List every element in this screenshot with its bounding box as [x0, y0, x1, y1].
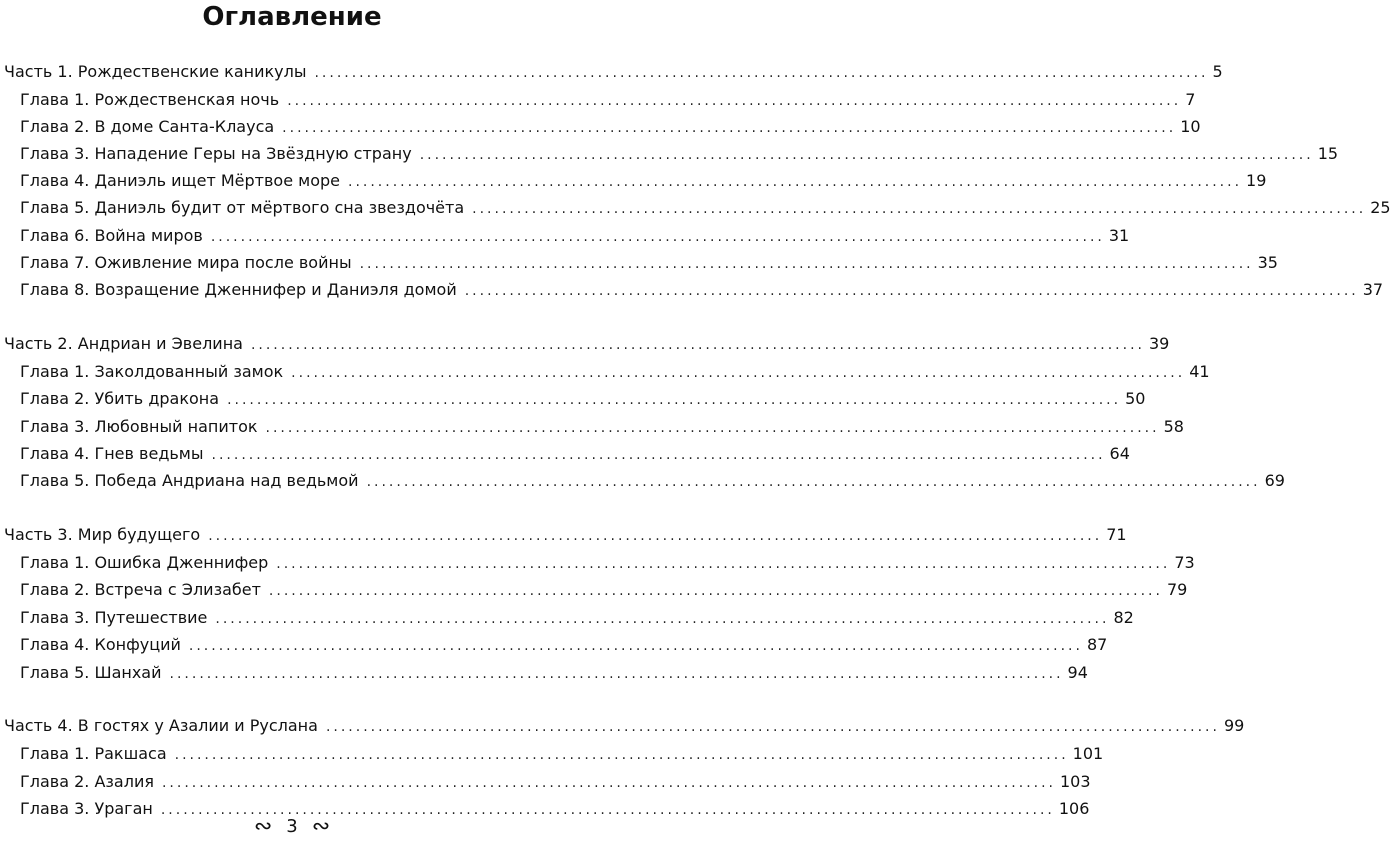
toc-entry-page: 31 — [1108, 226, 1130, 245]
toc-entry-page: 94 — [1067, 663, 1088, 682]
toc-entry-page: 25 — [1370, 198, 1391, 217]
toc-entry-page: 37 — [1362, 280, 1384, 299]
toc-entry-page: 103 — [1060, 772, 1091, 791]
dot-leader: ........................................................................................................................ — [265, 420, 1160, 436]
toc-entry-page: 82 — [1113, 608, 1134, 627]
toc-entry-label: Глава 4. Гнев ведьмы — [20, 444, 204, 463]
toc-entry-label: Глава 3. Любовный напиток — [20, 417, 258, 436]
toc-part-row — [4, 521, 1127, 549]
dot-leader: ........................................................................................................................ — [314, 65, 1209, 81]
dot-leader: ........................................................................................................................ — [161, 775, 1056, 791]
page-footer — [0, 806, 584, 846]
dot-leader: ........................................................................................................................ — [227, 392, 1122, 408]
toc-chapter-row — [20, 413, 1184, 441]
dot-leader: ........................................................................................................................ — [419, 147, 1314, 163]
toc-part-row — [4, 330, 1170, 358]
toc-chapter-row — [20, 659, 1088, 687]
toc-part-row — [4, 712, 1245, 740]
toc-entry-page: 41 — [1189, 362, 1210, 381]
toc-chapter-row — [20, 467, 1285, 495]
toc-entry-label: Часть 2. Андриан и Эвелина — [4, 334, 243, 353]
dot-leader: ........................................................................................................................ — [211, 447, 1106, 463]
toc-chapter-row — [20, 740, 1104, 768]
dot-leader: ........................................................................................................................ — [287, 93, 1182, 109]
toc-entry-page: 7 — [1185, 90, 1196, 109]
toc-chapter-row — [20, 222, 1130, 250]
toc-entry-page: 50 — [1125, 389, 1146, 408]
toc-entry-label: Глава 5. Шанхай — [20, 663, 162, 682]
toc-entry-label: Глава 5. Победа Андриана над ведьмой — [20, 471, 359, 490]
toc-entry-page: 79 — [1166, 580, 1188, 599]
dot-leader: ........................................................................................................................ — [208, 528, 1103, 544]
toc-chapter-row — [20, 549, 1195, 577]
toc-chapter-row — [20, 113, 1201, 141]
dot-leader: ........................................................................................................................ — [250, 337, 1145, 353]
dot-leader: ........................................................................................................................ — [215, 611, 1110, 627]
toc-entry-label: Глава 5. Даниэль будит от мёртвого сна звездочёта — [20, 198, 465, 217]
toc-entry-label: Глава 2. Убить дракона — [20, 389, 220, 408]
toc-entry-label: Глава 2. В доме Санта-Клауса — [20, 117, 275, 136]
toc-entry-page: 106 — [1058, 799, 1090, 818]
toc-entry-page: 58 — [1163, 417, 1184, 436]
toc-entry-page: 87 — [1086, 635, 1108, 654]
toc-entry-page: 35 — [1257, 253, 1278, 272]
toc-entry-label: Часть 1. Рождественские каникулы — [4, 62, 307, 81]
toc-chapter-row — [20, 194, 1391, 222]
page-number: 3 — [286, 815, 298, 837]
toc-entry-label: Глава 1. Ракшаса — [20, 744, 167, 763]
toc-entry-label: Глава 1. Рождественская ночь — [20, 90, 280, 109]
dot-leader: ........................................................................................................................ — [464, 283, 1359, 299]
toc-chapter-row — [20, 167, 1267, 195]
dot-leader: ........................................................................................................................ — [366, 474, 1261, 490]
dot-leader: ........................................................................................................................ — [188, 638, 1083, 654]
toc-entry-label: Глава 1. Заколдованный замок — [20, 362, 284, 381]
toc-entry-label: Глава 2. Азалия — [20, 772, 154, 791]
dot-leader: ........................................................................................................................ — [348, 174, 1243, 190]
toc-entry-page: 73 — [1174, 553, 1195, 572]
toc-chapter-row — [20, 631, 1108, 659]
toc-entry-label: Глава 4. Конфуций — [20, 635, 181, 654]
toc-chapter-row — [20, 385, 1146, 413]
toc-entry-label: Глава 4. Даниэль ищет Мёртвое море — [20, 171, 340, 190]
dot-leader: ........................................................................................................................ — [276, 556, 1171, 572]
dot-leader: ........................................................................................................................ — [160, 802, 1055, 818]
toc-entry-label: Глава 8. Возращение Дженнифер и Даниэля домой — [20, 280, 457, 299]
toc-entry-page: 64 — [1109, 444, 1130, 463]
dot-leader: ........................................................................................................................ — [359, 256, 1254, 272]
toc-part-row — [4, 58, 1223, 86]
page-title: Оглавление — [202, 2, 382, 32]
toc-chapter-row — [20, 249, 1278, 277]
toc-entry-label: Глава 3. Ураган — [20, 799, 153, 818]
dot-leader: ........................................................................................................................ — [325, 719, 1220, 735]
toc-entry-page: 69 — [1264, 471, 1285, 490]
toc-chapter-row — [20, 768, 1091, 796]
toc-entry-label: Глава 3. Путешествие — [20, 608, 208, 627]
toc-entry-page: 15 — [1317, 144, 1339, 163]
dot-leader: ........................................................................................................................ — [210, 229, 1105, 245]
toc-entry-label: Часть 4. В гостях у Азалии и Руслана — [4, 716, 318, 735]
toc-entry-page: 99 — [1223, 716, 1245, 735]
dot-leader: ........................................................................................................................ — [268, 583, 1163, 599]
dot-leader: ........................................................................................................................ — [291, 365, 1186, 381]
toc-chapter-row — [20, 604, 1134, 632]
toc-chapter-row — [20, 140, 1339, 168]
left-ornament-icon: ∾ — [253, 813, 273, 839]
toc-entry-label: Глава 1. Ошибка Дженнифер — [20, 553, 269, 572]
toc-entry-page: 5 — [1212, 62, 1223, 81]
toc-chapter-row — [20, 276, 1384, 304]
toc-entry-page: 101 — [1072, 744, 1104, 763]
toc-entry-label: Глава 6. Война миров — [20, 226, 203, 245]
toc-chapter-row — [20, 440, 1130, 468]
toc-entry-label: Глава 3. Нападение Геры на Звёздную страну — [20, 144, 412, 163]
right-ornament-icon: ∾ — [311, 813, 331, 839]
toc-entry-label: Часть 3. Мир будущего — [4, 525, 201, 544]
toc-chapter-row — [20, 576, 1188, 604]
toc-entry-label: Глава 2. Встреча с Элизабет — [20, 580, 261, 599]
toc-entry-page: 71 — [1106, 525, 1127, 544]
toc-entry-page: 19 — [1246, 171, 1267, 190]
toc-entry-label: Глава 7. Оживление мира после войны — [20, 253, 352, 272]
dot-leader: ........................................................................................................................ — [174, 747, 1069, 763]
toc-chapter-row — [20, 358, 1210, 386]
dot-leader: ........................................................................................................................ — [472, 201, 1367, 217]
toc-entry-page: 39 — [1148, 334, 1170, 353]
toc-chapter-row — [20, 86, 1196, 114]
dot-leader: ........................................................................................................................ — [282, 120, 1177, 136]
toc-entry-page: 10 — [1180, 117, 1201, 136]
dot-leader: ........................................................................................................................ — [169, 666, 1064, 682]
